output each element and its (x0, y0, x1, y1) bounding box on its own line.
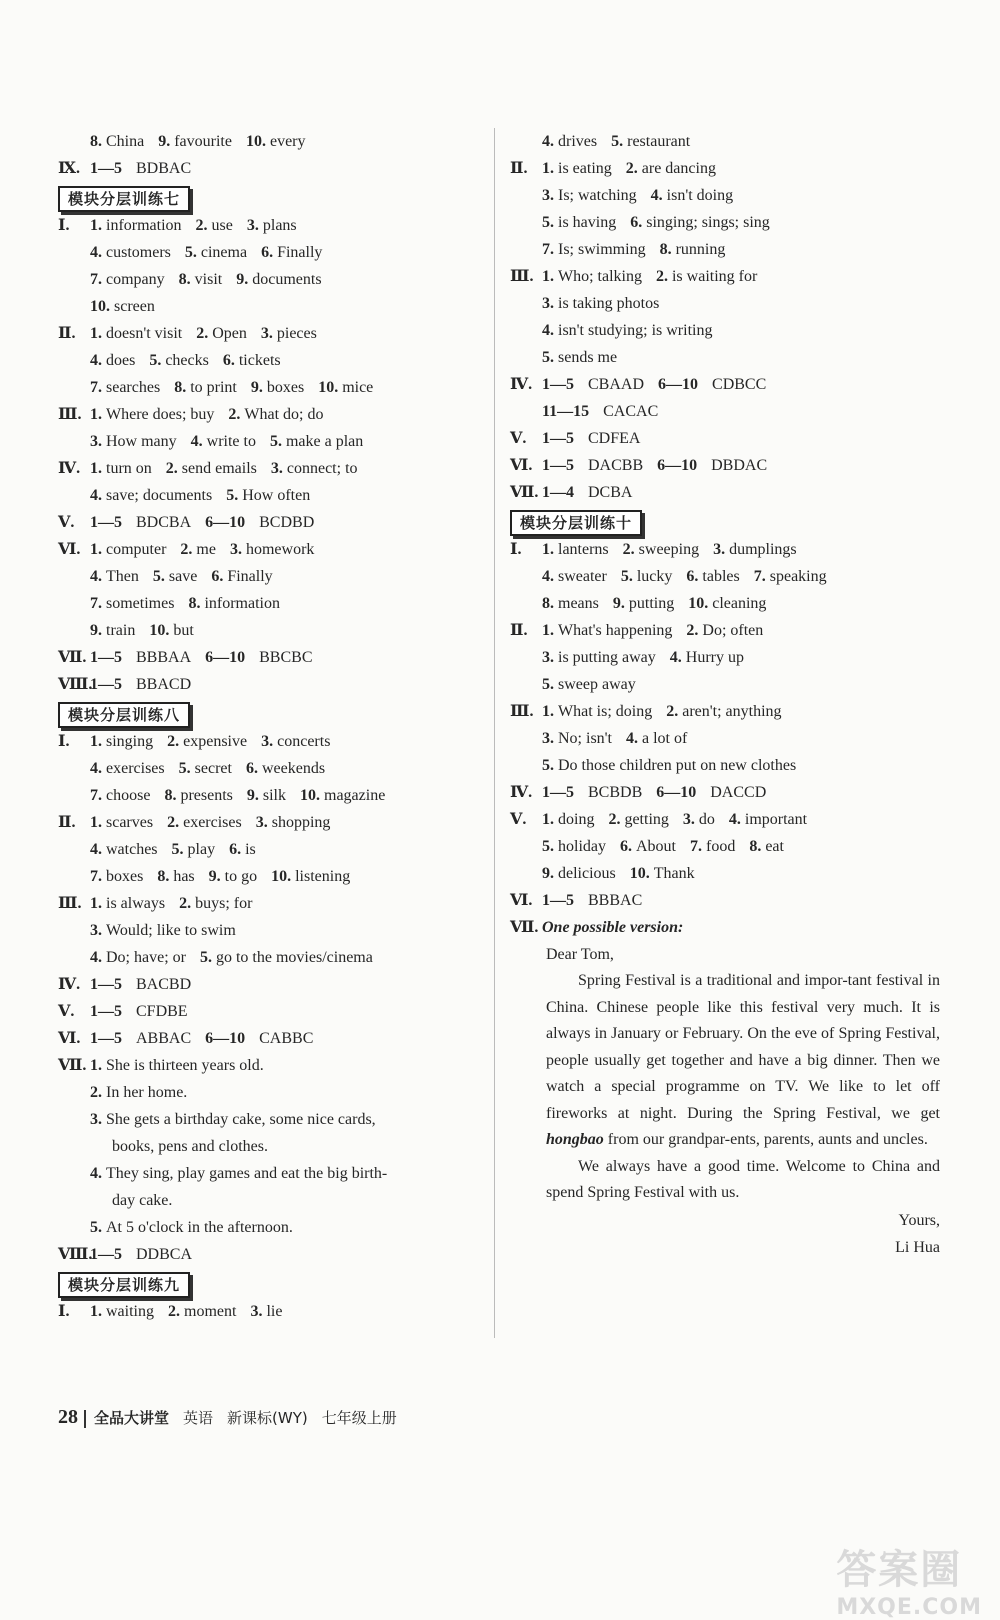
answer-line: 5. is having 6. singing; sings; sing (542, 214, 770, 231)
answer-line: Ⅶ. 1—4 DCBA (510, 484, 633, 501)
answer-line: 8. means 9. putting 10. cleaning (542, 595, 767, 612)
answer-line: 9. delicious 10. Thank (542, 865, 695, 882)
answer-line: 3. How many 4. write to 5. make a plan (90, 433, 364, 450)
answer-line: 9. train 10. but (90, 622, 194, 639)
right-column (510, 128, 940, 1261)
answer-line: 7. company 8. visit 9. documents (90, 271, 322, 288)
answer-line: Ⅳ. 1—5 BCBDB 6—10 DACCD (510, 784, 767, 801)
answer-line: Ⅰ. 1. singing 2. expensive 3. concerts (58, 733, 331, 750)
answer-line: 7. searches 8. to print 9. boxes 10. mice (90, 379, 374, 396)
answer-line: 11—15 CACAC (542, 403, 659, 420)
column-divider (494, 128, 495, 1338)
answer-line: Ⅸ. 1—5 BDBAC (58, 160, 192, 177)
page-footer (58, 1406, 411, 1429)
answer-line: 4. isn't studying; is writing (542, 322, 713, 339)
answer-line: Ⅲ. 1. Where does; buy 2. What do; do (58, 406, 324, 423)
answer-line: 5. sweep away (542, 676, 636, 693)
footer-divider (84, 1410, 86, 1428)
answer-line: 5. Do those children put on new clothes (542, 757, 797, 774)
answer-line: books, pens and clothes. (112, 1138, 268, 1155)
answer-line: Ⅲ. 1. What is; doing 2. aren't; anything (510, 703, 782, 720)
answer-line: 3. No; isn't 4. a lot of (542, 730, 688, 747)
left-column (58, 128, 478, 1325)
answer-line: 4. watches 5. play 6. is (90, 841, 256, 858)
answer-line: Ⅴ. 1—5 CFDBE (58, 1003, 188, 1020)
answer-line: Ⅶ. One possible version: (510, 919, 684, 936)
answer-line: 7. Is; swimming 8. running (542, 241, 726, 258)
answer-line: Ⅱ. 1. doesn't visit 2. Open 3. pieces (58, 325, 317, 342)
answer-line: Ⅳ. 1—5 CBAAD 6—10 CDBCC (510, 376, 767, 393)
grade: 七年级上册 (321, 1409, 397, 1427)
page-number: 28 (58, 1406, 78, 1428)
answer-line: Ⅶ. 1—5 BBBAA 6—10 BBCBC (58, 649, 313, 666)
answer-line: 5. holiday 6. About 7. food 8. eat (542, 838, 784, 855)
essay-closing: Yours, (898, 1211, 940, 1229)
answer-line: Ⅳ. 1. turn on 2. send emails 3. connect; to (58, 460, 358, 477)
answer-line: 3. Would; like to swim (90, 922, 236, 939)
answer-line: 3. She gets a birthday cake, some nice cards, (90, 1111, 376, 1128)
answer-line: Ⅰ. 1. waiting 2. moment 3. lie (58, 1303, 283, 1320)
answer-line: Ⅵ. 1—5 ABBAC 6—10 CABBC (58, 1030, 314, 1047)
answer-line: 4. exercises 5. secret 6. weekends (90, 760, 326, 777)
answer-line: 7. boxes 8. has 9. to go 10. listening (90, 868, 351, 885)
section-heading: 模块分层训练九 (58, 1272, 190, 1298)
watermark-logo: 答案圈 MXQE.COM (836, 1547, 982, 1620)
answer-line: Ⅴ. 1—5 CDFEA (510, 430, 641, 447)
essay-greeting: Dear Tom, (546, 946, 614, 963)
answer-line: 2. In her home. (90, 1084, 188, 1101)
answer-line: 5. At 5 o'clock in the afternoon. (90, 1219, 293, 1236)
answer-line: 7. choose 8. presents 9. silk 10. magazine (90, 787, 386, 804)
answer-line: Ⅰ. 1. information 2. use 3. plans (58, 217, 297, 234)
answer-line: 4. does 5. checks 6. tickets (90, 352, 281, 369)
answer-line: 4. Then 5. save 6. Finally (90, 568, 273, 585)
subject: 英语 (183, 1409, 214, 1427)
answer-line: Ⅷ. 1—5 DDBCA (58, 1246, 193, 1263)
answer-line: Ⅷ. 1—5 BBACD (58, 676, 192, 693)
answer-line: 3. Is; watching 4. isn't doing (542, 187, 734, 204)
answer-line: Ⅱ. 1. is eating 2. are dancing (510, 160, 716, 177)
answer-line: Ⅳ. 1—5 BACBD (58, 976, 192, 993)
answer-line: Ⅱ. 1. scarves 2. exercises 3. shopping (58, 814, 331, 831)
answer-line: 7. sometimes 8. information (90, 595, 280, 612)
answer-line: 4. Do; have; or 5. go to the movies/cinema (90, 949, 373, 966)
section-heading: 模块分层训练七 (58, 186, 190, 212)
answer-line: Ⅰ. 1. lanterns 2. sweeping 3. dumplings (510, 541, 797, 558)
answer-line: Ⅶ. 1. She is thirteen years old. (58, 1057, 264, 1074)
answer-line: 3. is putting away 4. Hurry up (542, 649, 744, 666)
section-heading: 模块分层训练十 (510, 510, 642, 536)
answer-line: 10. screen (90, 298, 155, 315)
answer-line: Ⅵ. 1—5 BBBAC (510, 892, 643, 909)
answer-line: 4. customers 5. cinema 6. Finally (90, 244, 323, 261)
answer-line: Ⅵ. 1. computer 2. me 3. homework (58, 541, 315, 558)
answer-line: 4. drives 5. restaurant (542, 133, 691, 150)
answer-line: 4. sweater 5. lucky 6. tables 7. speaking (542, 568, 827, 585)
answer-line: Ⅴ. 1. doing 2. getting 3. do 4. important (510, 811, 808, 828)
answer-line: Ⅲ. 1. Who; talking 2. is waiting for (510, 268, 758, 285)
essay-signature: Li Hua (895, 1238, 940, 1256)
essay-paragraph: Spring Festival is a traditional and impor-tant festival in China. Chinese people like this festival very much. It is always in January or February. On the eve of Spring Festival, people usually get together and have a big dinner. Then we watch a special programme on TV. We like to let off fireworks at night. During the Spring Festival, we get hongbao from our grandpar-ents, parents, aunts and uncles. (546, 972, 940, 1148)
edition: 新课标(WY) (227, 1409, 308, 1427)
answer-line: 5. sends me (542, 349, 618, 366)
section-heading: 模块分层训练八 (58, 702, 190, 728)
answer-line: Ⅲ. 1. is always 2. buys; for (58, 895, 253, 912)
answer-line: Ⅴ. 1—5 BDCBA 6—10 BCDBD (58, 514, 315, 531)
essay-paragraph: We always have a good time. Welcome to China and spend Spring Festival with us. (546, 1157, 940, 1201)
answer-line: day cake. (112, 1192, 173, 1209)
answer-line: 8. China 9. favourite 10. every (90, 133, 306, 150)
answer-line: 3. is taking photos (542, 295, 660, 312)
book-brand: 全品大讲堂 (94, 1409, 170, 1427)
answer-line: 4. save; documents 5. How often (90, 487, 311, 504)
answer-line: Ⅱ. 1. What's happening 2. Do; often (510, 622, 764, 639)
answer-line: Ⅵ. 1—5 DACBB 6—10 DBDAC (510, 457, 768, 474)
answer-line: 4. They sing, play games and eat the big birth- (90, 1165, 388, 1182)
